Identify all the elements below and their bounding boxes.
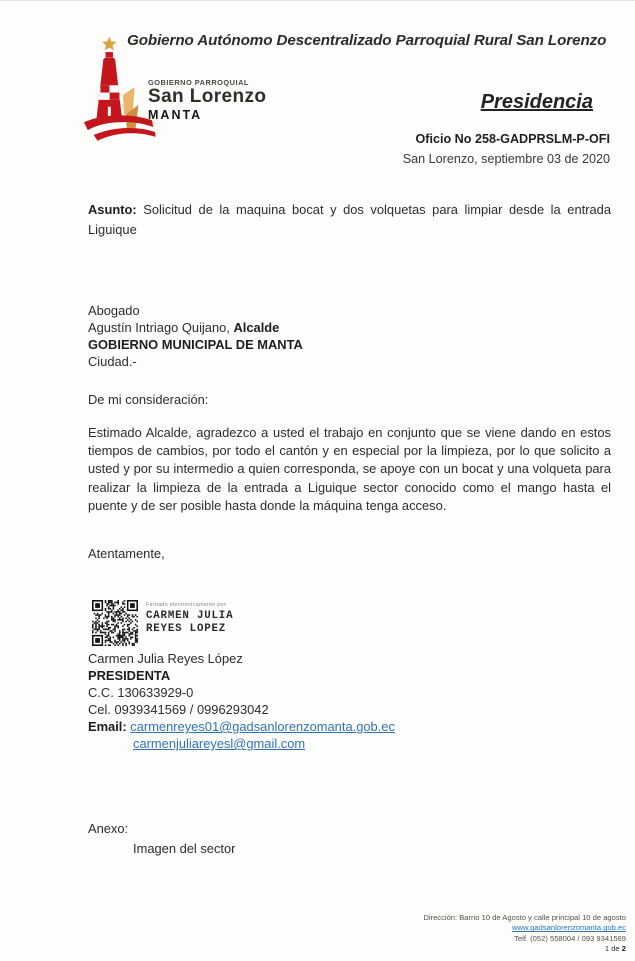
footer-phone: Telf. (052) 558004 / 093 9341569 — [514, 933, 626, 943]
footer-address: Dirección: Barrio 10 de Agosto y calle principal 10 de agosto — [423, 913, 626, 922]
place-date-line: San Lorenzo, septiembre 03 de 2020 — [402, 151, 610, 166]
annex-item: Imagen del sector — [133, 841, 236, 856]
oficio-number: Oficio No 258-GADPRSLM-P-OFI — [415, 132, 610, 146]
closing-line: Atentamente, — [88, 546, 165, 561]
recipient-role: Alcalde — [233, 320, 280, 335]
page-number: 1 de 2 — [604, 944, 626, 954]
logo-wordmark-line2: San Lorenzo — [148, 86, 267, 107]
logo-wordmark — [148, 78, 266, 122]
signer-id: C.C. 130633929-0 — [88, 685, 194, 700]
recipient-name-line — [88, 319, 303, 336]
footer-website-link[interactable]: www.gadsanlorenzomanta.gob.ec — [512, 923, 626, 933]
recipient-city: Ciudad.- — [88, 354, 137, 369]
signer-role: PRESIDENTA — [88, 668, 171, 683]
signer-email-line — [88, 718, 395, 735]
recipient-degree: Abogado — [88, 303, 140, 318]
org-title: Gobierno Autónomo Descentralizado Parroquial Rural San Lorenzo — [127, 32, 607, 49]
email-secondary-link[interactable]: carmenjuliareyesl@gmail.com — [133, 736, 306, 751]
department-title: Presidencia — [480, 91, 593, 113]
subject-text: Solicitud de la maquina bocat y dos volquetas para limpiar desde la entrada Liguique — [88, 202, 611, 237]
subject-line — [88, 200, 611, 240]
oficio-header — [403, 130, 610, 169]
stamp-name-line2: REYES LOPEZ — [146, 622, 227, 635]
annex-label: Anexo: — [88, 821, 129, 836]
email-label: Email: — [88, 719, 127, 734]
page-footer — [423, 913, 626, 955]
stamp-name-line1: CARMEN JULIA — [146, 610, 234, 622]
signature-stamp — [146, 602, 233, 635]
lighthouse-logo-icon — [80, 34, 158, 154]
signer-contact-block — [88, 650, 395, 752]
email-primary-link[interactable]: carmenreyes01@gadsanlorenzomanta.gob.ec — [130, 719, 395, 734]
signer-name: Carmen Julia Reyes López — [88, 651, 243, 666]
qr-signature-image — [92, 600, 138, 646]
logo-wordmark-line3: MANTA — [148, 107, 203, 122]
salutation: De mi consideración: — [88, 392, 209, 407]
recipient-name: Agustín Intriago Quijano, — [88, 320, 230, 335]
annex-block — [88, 819, 235, 859]
recipient-organization: GOBIERNO MUNICIPAL DE MANTA — [88, 337, 303, 352]
stamp-label: Firmado electrónicamente por: — [146, 602, 228, 608]
recipient-block — [88, 302, 303, 370]
subject-label: Asunto: — [88, 202, 137, 217]
body-paragraph: Estimado Alcalde, agradezco a usted el trabajo en conjunto que se viene dando en estos tiempos de cambios, por todo el cantón y en especial por la limpieza, por lo que solicito a usted y por su intermedio a quien corresponda, se apoye con un bocat y una volqueta para realizar la limpieza de la entrada a Liguique sector conocido como el mango hasta el puente y de ser posible hasta donde la máquina tenga acceso. — [88, 425, 611, 513]
signer-phone: Cel. 0939341569 / 0996293042 — [88, 702, 269, 717]
logo-wordmark-line1: GOBIERNO PARROQUIAL — [148, 78, 249, 87]
